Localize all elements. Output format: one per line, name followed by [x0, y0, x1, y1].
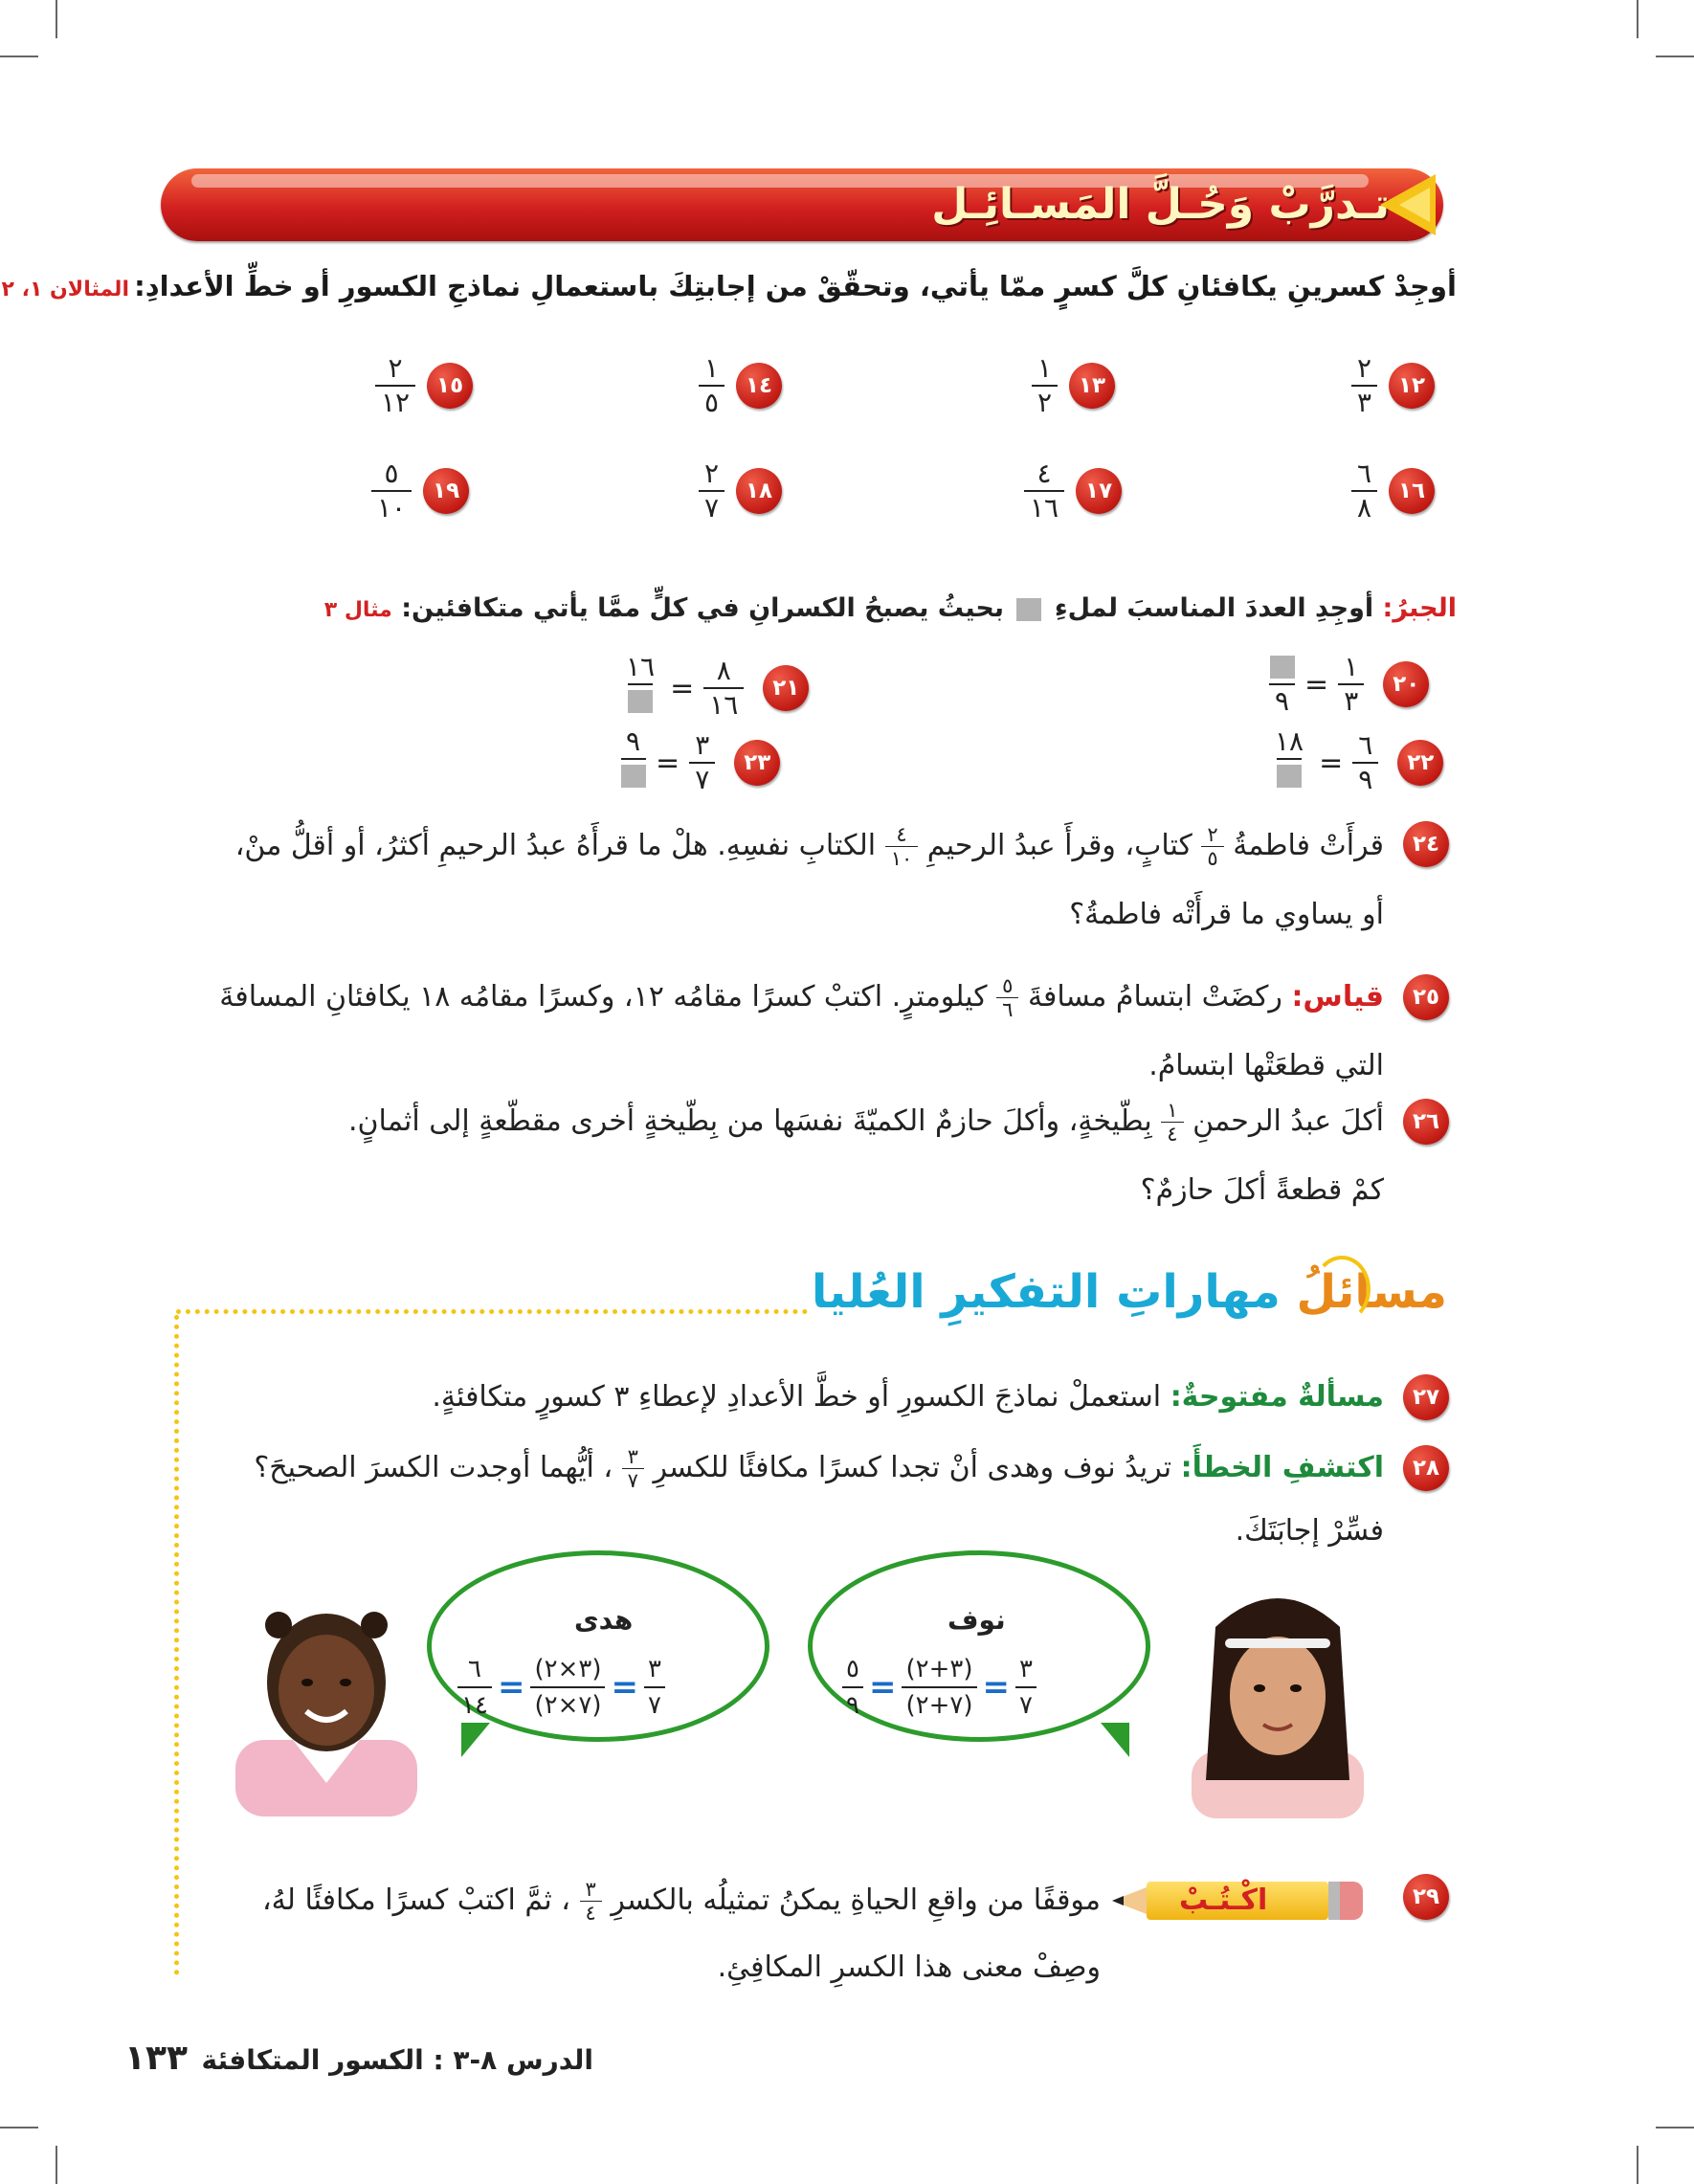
section1-ref: المثالان ١، ٢: [1, 278, 129, 301]
denominator: ٣: [1338, 683, 1364, 718]
crop-mark: [1656, 2127, 1694, 2128]
equals-sign: =: [611, 1668, 638, 1706]
numerator: ٢: [704, 457, 720, 489]
numerator: ١: [1037, 352, 1053, 384]
write-label: اكْـتُـبْ: [1179, 1883, 1268, 1917]
banner-arrow-inner-icon: [1399, 188, 1430, 222]
algebra-label: الجبرُ:: [1382, 593, 1457, 623]
student-nouf-photo: [1187, 1589, 1369, 1818]
exercise-number-badge: ٢٢: [1397, 740, 1443, 786]
huda-name: هدى: [574, 1604, 634, 1636]
numerator: ١: [1344, 651, 1359, 682]
problem-25-line1: قياس: ركضَتْ ابتسامُ مسافةَ $\frac{٥}{٦}$ كيلومترٍ. اكتبْ كسرًا مقامُه ١٢، وكسرًا مقامُه ١٨ يكافئانِ المسافةَ: [219, 974, 1384, 1021]
crop-mark: [56, 0, 57, 38]
equals-sign: =: [982, 1668, 1011, 1706]
numerator: ٨: [716, 655, 731, 686]
problem-24-line1: قرأَتْ فاطمةُ $\frac{٢}{٥}$ كتابٍ، وقرأَ عبدُ الرحيمِ $\frac{٤}{١٠}$ الكتابِ نفسِهِ. هلْ ما قرأَهُ عبدُ الرحيمِ أكثرُ، أو أقلُّ منْ،: [234, 823, 1384, 870]
exercise-number-badge: ١٤: [736, 363, 782, 409]
numerator: ١٦: [626, 651, 656, 682]
blank-box-icon: [628, 690, 653, 713]
equals-sign: =: [656, 746, 680, 780]
exercise-number-badge: ١٣: [1069, 363, 1115, 409]
problem-29-line2: وصِفْ معنى هذا الكسرِ المكافِئِ.: [717, 1950, 1101, 1984]
bubble-tail: [1101, 1723, 1129, 1757]
exercise-number-badge: ٢٦: [1403, 1099, 1449, 1145]
exercise-number-badge: ٢٨: [1403, 1445, 1449, 1491]
exercise-number-badge: ٢١: [763, 665, 809, 711]
denominator: ١٦: [1024, 490, 1064, 524]
write-pencil-tag: [1112, 1878, 1365, 1924]
crop-mark: [0, 2127, 38, 2128]
crop-mark: [1656, 56, 1694, 57]
problem-26-line2: كمْ قطعةً أكلَ حازمٌ؟: [1140, 1173, 1384, 1207]
exercise-16: [1351, 457, 1435, 524]
numerator: ٥: [384, 457, 399, 489]
bubble-tail: [461, 1723, 490, 1757]
equals-sign: =: [1319, 746, 1344, 780]
numerator: ١٨: [1275, 725, 1304, 757]
swirl-icon: [1313, 1256, 1371, 1323]
denominator: ٩: [1269, 683, 1295, 718]
section2-instruction-a: أوجِدِ العددَ المناسبَ لملءِ: [1054, 593, 1374, 623]
numerator: ٦: [1358, 729, 1373, 761]
nouf-name: نوف: [947, 1604, 1006, 1636]
exercise-number-badge: ٢٥: [1403, 974, 1449, 1020]
numerator: ٢: [1357, 352, 1372, 384]
numerator: ٢: [388, 352, 403, 384]
blank-box-icon: [621, 765, 646, 788]
huda-work: ٦ ١٤ = (٣×٢) (٧×٢) = ٣ ٧: [457, 1652, 665, 1723]
problem-28-line2: فسِّرْ إجابَتَكَ.: [1235, 1514, 1384, 1548]
dotted-divider: [176, 1309, 808, 1314]
section2-instruction-b: بحيثُ يصبحُ الكسرانِ في كلٍّ ممَّا يأتي متكافئين:: [401, 593, 1004, 623]
footer-lesson: الدرس ٨-٣ : الكسور المتكافئة: [201, 2044, 593, 2076]
exercise-15: [375, 352, 473, 419]
exercise-number-badge: ١٨: [736, 468, 782, 514]
dotted-divider: [174, 1315, 179, 1975]
problem-25-line2: التي قطعَتْها ابتسامُ.: [1148, 1049, 1384, 1082]
section1-instruction: أوجِدْ كسرينِ يكافئانِ كلَّ كسرٍ ممّا يأتي، وتحقّقْ من إجابتِكَ باستعمالِ نماذجِ الكسورِ أو خطِّ الأعدادِ:: [134, 270, 1457, 302]
problem-27: مسألةٌ مفتوحةٌ: استعملْ نماذجَ الكسورِ أو خطَّ الأعدادِ لإعطاءِ ٣ كسورٍ متكافئةٍ.: [432, 1380, 1384, 1414]
problem-26-line1: أكلَ عبدُ الرحمنِ $\frac{١}{٤}$ بِطّيخةٍ، وأكلَ حازمٌ الكميّةَ نفسَها من بِطّيخةٍ أخرى مقطّعةٍ إلى أثمانٍ.: [347, 1099, 1384, 1146]
problem-28-line1: اكتشفِ الخطأَ: تريدُ نوف وهدى أنْ تجدا كسرًا مكافئًا للكسرِ $\frac{٣}{٧}$ ، أيُّهما أوجدت الكسرَ الصحيحَ؟: [254, 1445, 1384, 1492]
page-number: ١٣٣: [124, 2039, 188, 2078]
denominator: ٧: [699, 490, 724, 524]
hots-word: مسائلُ: [1296, 1265, 1447, 1319]
blank-box-icon: [1277, 765, 1302, 788]
exercise-23: [620, 725, 780, 800]
exercise-13: [1032, 352, 1115, 419]
section2-ref: مثال ٣: [323, 598, 392, 622]
exercise-14: [699, 352, 782, 419]
equals-sign: =: [868, 1668, 897, 1706]
nouf-work: ٥ ٩ = (٣+٢) (٧+٢) = ٣ ٧: [842, 1652, 1036, 1723]
exercise-21: [620, 651, 809, 725]
numerator: ٩: [626, 725, 641, 757]
denominator: ٣: [1351, 385, 1377, 419]
exercise-22: [1269, 725, 1443, 800]
exercise-18: [699, 457, 782, 524]
denominator: ٢: [1032, 385, 1058, 419]
denominator: ١٢: [375, 385, 415, 419]
denominator: ٧: [689, 762, 715, 796]
equals-sign: =: [1304, 667, 1329, 702]
crop-mark: [0, 56, 38, 57]
problem-24-line2: أو يساوي ما قرأَتْه فاطمةُ؟: [1069, 898, 1384, 931]
exercise-number-badge: ١٩: [423, 468, 469, 514]
exercise-number-badge: ٢٧: [1403, 1374, 1449, 1420]
exercise-17: [1024, 457, 1122, 524]
denominator: ١٦: [703, 687, 744, 722]
exercise-number-badge: ٢٣: [734, 740, 780, 786]
banner-title: تـدرَّبْ وَحُـلَّ المَسـائِـل: [931, 180, 1390, 229]
equals-sign: =: [670, 671, 695, 705]
section1-instruction-row: [1, 270, 1457, 302]
student-huda-photo: [226, 1587, 427, 1816]
denominator: ٩: [1352, 762, 1378, 796]
numerator: ٣: [695, 729, 710, 761]
exercise-number-badge: ١٢: [1389, 363, 1435, 409]
crop-mark: [56, 2146, 57, 2184]
blank-box-icon: [1270, 656, 1295, 679]
section2-instruction-row: [324, 593, 1457, 623]
exercise-number-badge: ١٧: [1076, 468, 1122, 514]
exercise-12: [1351, 352, 1435, 419]
exercise-number-badge: ٢٤: [1403, 821, 1449, 867]
exercise-20: [1269, 651, 1429, 718]
numerator: ١: [704, 352, 720, 384]
numerator: ٦: [1357, 457, 1372, 489]
exercise-number-badge: ٢٩: [1403, 1874, 1449, 1920]
exercise-19: [371, 457, 469, 524]
exercise-number-badge: ٢٠: [1383, 661, 1429, 707]
hots-title: مهاراتِ التفكيرِ العُليا: [811, 1265, 1281, 1319]
problem-29-line1: موقفًا من واقعِ الحياةِ يمكنُ تمثيلُه بالكسرِ $\frac{٣}{٤}$ ، ثمَّ اكتبْ كسرًا مكافئًا لهُ،: [262, 1878, 1101, 1925]
equals-sign: =: [497, 1668, 525, 1706]
blank-box-icon: [1016, 598, 1041, 621]
crop-mark: [1637, 0, 1638, 38]
denominator: ٨: [1351, 490, 1377, 524]
exercise-number-badge: ١٦: [1389, 468, 1435, 514]
crop-mark: [1637, 2146, 1638, 2184]
numerator: ٤: [1036, 457, 1052, 489]
denominator: ٥: [699, 385, 724, 419]
exercise-number-badge: ١٥: [427, 363, 473, 409]
denominator: ١٠: [371, 490, 412, 524]
